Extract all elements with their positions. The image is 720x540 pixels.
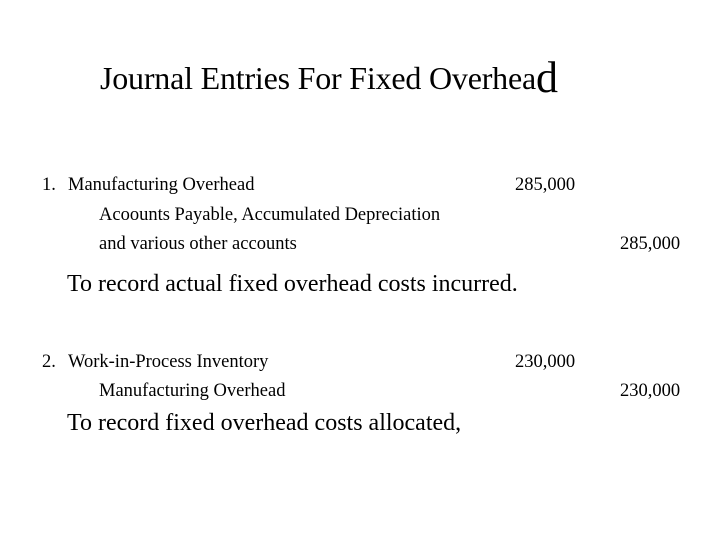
credit-amount: 230,000 (620, 381, 681, 401)
entry-number: 1. (42, 175, 56, 195)
page-title (100, 53, 558, 102)
title-text: Journal Entries For Fixed Overhea (100, 60, 536, 96)
title-last-char: d (535, 53, 558, 102)
entry-number: 2. (42, 352, 56, 372)
credit-account-line-1: Manufacturing Overhead (99, 381, 286, 401)
debit-account: Manufacturing Overhead (68, 175, 255, 195)
debit-amount: 230,000 (515, 352, 576, 372)
credit-account-line-2: and various other accounts (99, 234, 297, 254)
debit-account: Work-in-Process Inventory (68, 352, 269, 372)
entry-memo: To record fixed overhead costs allocated, (67, 410, 462, 436)
credit-account-line-1: Acoounts Payable, Accumulated Depreciation (99, 205, 441, 225)
credit-amount: 285,000 (620, 234, 681, 254)
entry-memo: To record actual fixed overhead costs incurred. (67, 271, 518, 297)
debit-amount: 285,000 (515, 175, 576, 195)
